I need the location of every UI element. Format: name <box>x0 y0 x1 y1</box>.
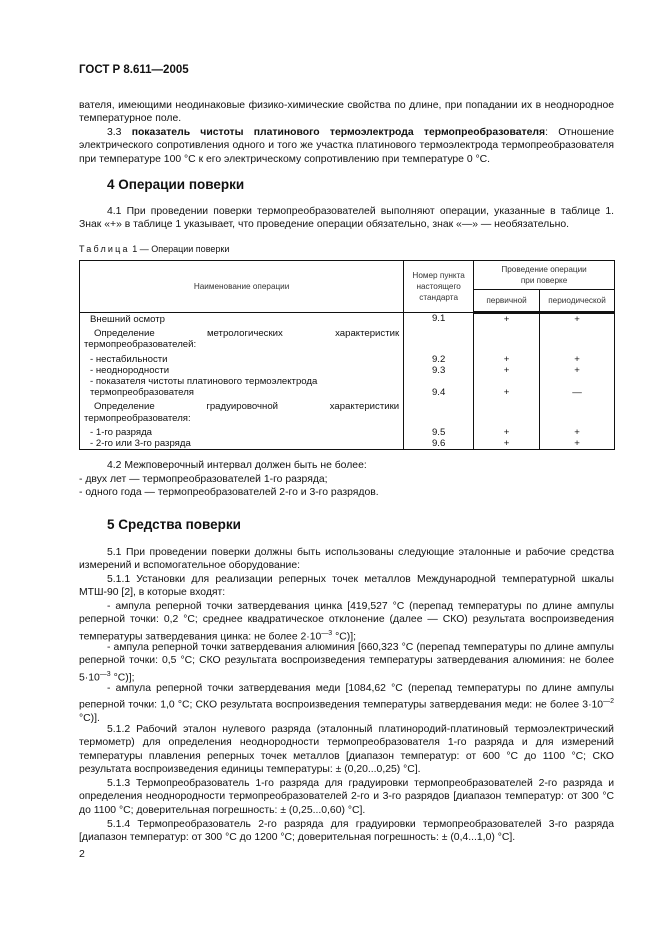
paragraph-5-1-3: 5.1.3 Термопреобразователь 1-го разряда для градуировки термопреобразователей 2-го разряда и определения неоднородности термопреобразователей 2-го и 3-го разрядов [диапазон температур: от 300 °С до 1100 °С; доверительная погрешность: ± (0,25...0,60) °С]. <box>79 778 614 816</box>
aluminium-ampoule-item <box>79 641 614 685</box>
document-id-header: ГОСТ Р 8.611—2005 <box>79 64 189 76</box>
paragraph-5-1-1: 5.1.1 Установки для реализации реперных точек металлов Международной температурной шкалы МТШ-90 [2], в которые входят: <box>79 574 614 599</box>
aluminium-exponent: —3 <box>99 670 111 678</box>
cell-periodic: — <box>540 376 615 398</box>
cell-primary: + <box>474 351 540 365</box>
zinc-ampoule-item <box>79 600 614 644</box>
cell-periodic: + <box>540 424 615 438</box>
cell-clause <box>404 325 474 350</box>
cell-periodic <box>540 325 615 350</box>
table-row <box>80 424 615 438</box>
paragraph-5-1: 5.1 При проведении поверки должны быть использованы следующие эталонные и рабочие средства измерений и вспомогательное оборудование: <box>79 547 614 572</box>
cell-primary <box>474 325 540 350</box>
definition-text: : Отношение электрического сопротивления одного и того же участка платинового термоэлектрода термопреобразователя при температуре 100 °С к его электрическому сопротивлению при температуре 0 °С. <box>79 127 614 165</box>
header-primary: первичной <box>474 290 540 313</box>
definition-term: показатель чистоты платинового термоэлектрода термопреобразователя <box>131 127 546 138</box>
cell-periodic <box>540 398 615 423</box>
header-clause-number: Номер пункта настоящего стандарта <box>404 261 474 313</box>
cell-primary: + <box>474 424 540 438</box>
table-caption-title: 1 — Операции поверки <box>129 244 230 254</box>
header-periodic: периодической <box>540 290 615 313</box>
cell-name: - нестабильности <box>80 351 404 365</box>
cell-primary: + <box>474 438 540 450</box>
zinc-ampoule-tail: °С)]; <box>332 631 356 643</box>
table-row <box>80 376 615 398</box>
table-row <box>80 325 615 350</box>
cell-periodic: + <box>540 438 615 450</box>
cell-name: Внешний осмотр <box>80 313 404 326</box>
cell-periodic: + <box>540 351 615 365</box>
cell-primary <box>474 398 540 423</box>
cell-clause: 9.3 <box>404 365 474 376</box>
cell-name: - показателя чистоты платинового термоэлектрода термопреобразователя <box>80 376 404 398</box>
cell-periodic: + <box>540 365 615 376</box>
table-caption-word: Таблица <box>79 244 130 254</box>
cell-name: Определение метрологических характеристик термопреобразователей: <box>80 325 404 350</box>
table-row <box>80 351 615 365</box>
cell-primary: + <box>474 365 540 376</box>
header-verification-group: Проведение операции при поверке <box>474 261 615 290</box>
table-row <box>80 313 615 326</box>
cell-clause: 9.2 <box>404 351 474 365</box>
aluminium-ampoule-tail: °С)]; <box>110 672 135 684</box>
definition-number: 3.3 <box>107 127 122 138</box>
table-row <box>80 438 615 450</box>
cell-clause: 9.6 <box>404 438 474 450</box>
section-5-heading: 5 Средства поверки <box>107 517 241 532</box>
continued-paragraph: вателя, имеющими неодинаковые физико-химические свойства по длине, при попадании их в неоднородное температурное поле. <box>79 100 614 125</box>
aluminium-ampoule-text: - ампула реперной точки затвердевания алюминия [660,323 °С (перепад температуры по длине ампулы реперной точки: 0,5 °С; СКО результата воспроизведения температуры затвердевания алюминия: не более 5·10 <box>79 642 614 684</box>
table-row <box>80 398 615 423</box>
copper-ampoule-item <box>79 682 614 726</box>
table-caption <box>79 244 229 254</box>
zinc-ampoule-text: - ампула реперной точки затвердевания цинка [419,527 °С (перепад температуры по длине ампулы реперной точки: 0,2 °С; среднее квадратическое отклонение (далее — СКО) результата воспроизведения температуры затвердевания цинка: не более 2·10 <box>79 601 614 643</box>
section-4-heading: 4 Операции поверки <box>107 177 245 192</box>
cell-clause: 9.5 <box>404 424 474 438</box>
operations-table <box>79 260 615 450</box>
cell-clause <box>404 398 474 423</box>
cell-clause: 9.1 <box>404 313 474 326</box>
cell-name: Определение градуировочной характеристики термопреобразователя: <box>80 398 404 423</box>
copper-exponent: —2 <box>603 698 614 706</box>
paragraph-5-1-2: 5.1.2 Рабочий эталон нулевого разряда (эталонный платинородий-платиновый термоэлектрический термометр) для определения неоднородности термопреобразователя 1-го разряда и для измерений температуры плавления реперных точек металлов [диапазон температур: от 600 °С до 1100 °С; СКО результата воспроизведения единицы температуры: ± (0,20...0,25) °С]. <box>79 724 614 776</box>
cell-clause: 9.4 <box>404 376 474 398</box>
zinc-exponent: —3 <box>321 629 333 637</box>
header-operation-name: Наименование операции <box>80 261 404 313</box>
paragraph-5-1-4: 5.1.4 Термопреобразователь 2-го разряда для градуировки термопреобразователей 3-го разряда [диапазон температур: от 300 °С до 1200 °С; доверительная погрешность: ± (0,4...1,0) °С]. <box>79 819 614 844</box>
cell-name: - 1-го разряда <box>80 424 404 438</box>
table-row <box>80 365 615 376</box>
interval-list-item: - одного года — термопреобразователей 2-го и 3-го разрядов. <box>79 487 379 498</box>
definition-3-3 <box>79 126 614 166</box>
copper-ampoule-text: - ампула реперной точки затвердевания меди [1084,62 °С (перепад температуры по длине ампулы реперной точки: 1,0 °С; СКО результата воспроизведения температуры затвердевания меди: не более 3·10 <box>79 683 614 711</box>
cell-periodic: + <box>540 313 615 326</box>
paragraph-4-1: 4.1 При проведении поверки термопреобразователей выполняют операции, указанные в таблице 1. Знак «+» в таблице 1 указывает, что проведение операции обязательно, знак «—» — необязательно. <box>79 206 614 231</box>
interval-list-item: - двух лет — термопреобразователей 1-го разряда; <box>79 474 328 485</box>
page-number: 2 <box>79 848 85 860</box>
copper-ampoule-tail: °С)]. <box>79 713 100 725</box>
cell-name: - неоднородности <box>80 365 404 376</box>
cell-name: - 2-го или 3-го разряда <box>80 438 404 450</box>
paragraph-4-2: 4.2 Межповерочный интервал должен быть не более: <box>107 460 367 471</box>
cell-primary: + <box>474 313 540 326</box>
cell-primary: + <box>474 376 540 398</box>
